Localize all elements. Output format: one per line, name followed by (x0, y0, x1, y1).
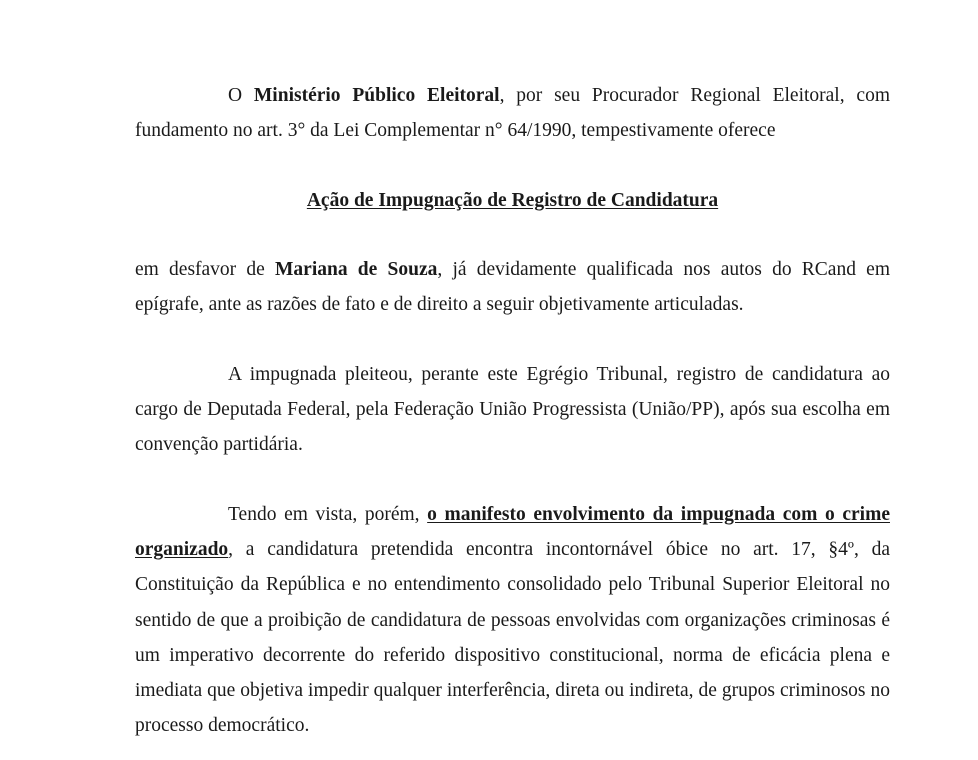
grounds-emphasis: o manifesto envolvimento da impugnada com o crime organizado (135, 504, 890, 561)
grounds-prefix: Tendo em vista, porém, (228, 504, 428, 525)
intro-paragraph (135, 78, 890, 148)
grounds-paragraph (135, 497, 890, 743)
organization-name: Ministério Público Eleitoral (253, 85, 500, 106)
respondent-name: Mariana de Souza (275, 259, 438, 280)
intro-prefix: O (228, 85, 254, 106)
respondent-rest: , já devidamente qualificada nos autos do RCand em epígrafe, ante as razões de fato e de direito a seguir objetivamente articuladas. (135, 259, 890, 316)
grounds-rest: , a candidatura pretendida encontra incontornável óbice no art. 17, §4º, da Constituição da República e no entendimento consolidado pelo Tribunal Superior Eleitoral no sentido de que a proibição de candidatura de pessoas envolvidas com organizações criminosas é um imperativo decorrente do referido dispositivo constitucional, norma de eficácia plena e imediata que objetiva impedir qualquer interferência, direta ou indireta, de grupos criminosos no processo democrático. (135, 539, 890, 737)
respondent-prefix: em desfavor de (135, 259, 276, 280)
intro-rest: , por seu Procurador Regional Eleitoral, com fundamento no art. 3° da Lei Complementar n° 64/1990, tempestivamente oferece (135, 85, 890, 142)
document-heading: Ação de Impugnação de Registro de Candidatura (306, 190, 719, 211)
respondent-paragraph (135, 252, 890, 322)
facts-paragraph: A impugnada pleiteou, perante este Egrégio Tribunal, registro de candidatura ao cargo de Deputada Federal, pela Federação União Progressista (União/PP), após sua escolha em convenção partidária. (135, 364, 890, 456)
